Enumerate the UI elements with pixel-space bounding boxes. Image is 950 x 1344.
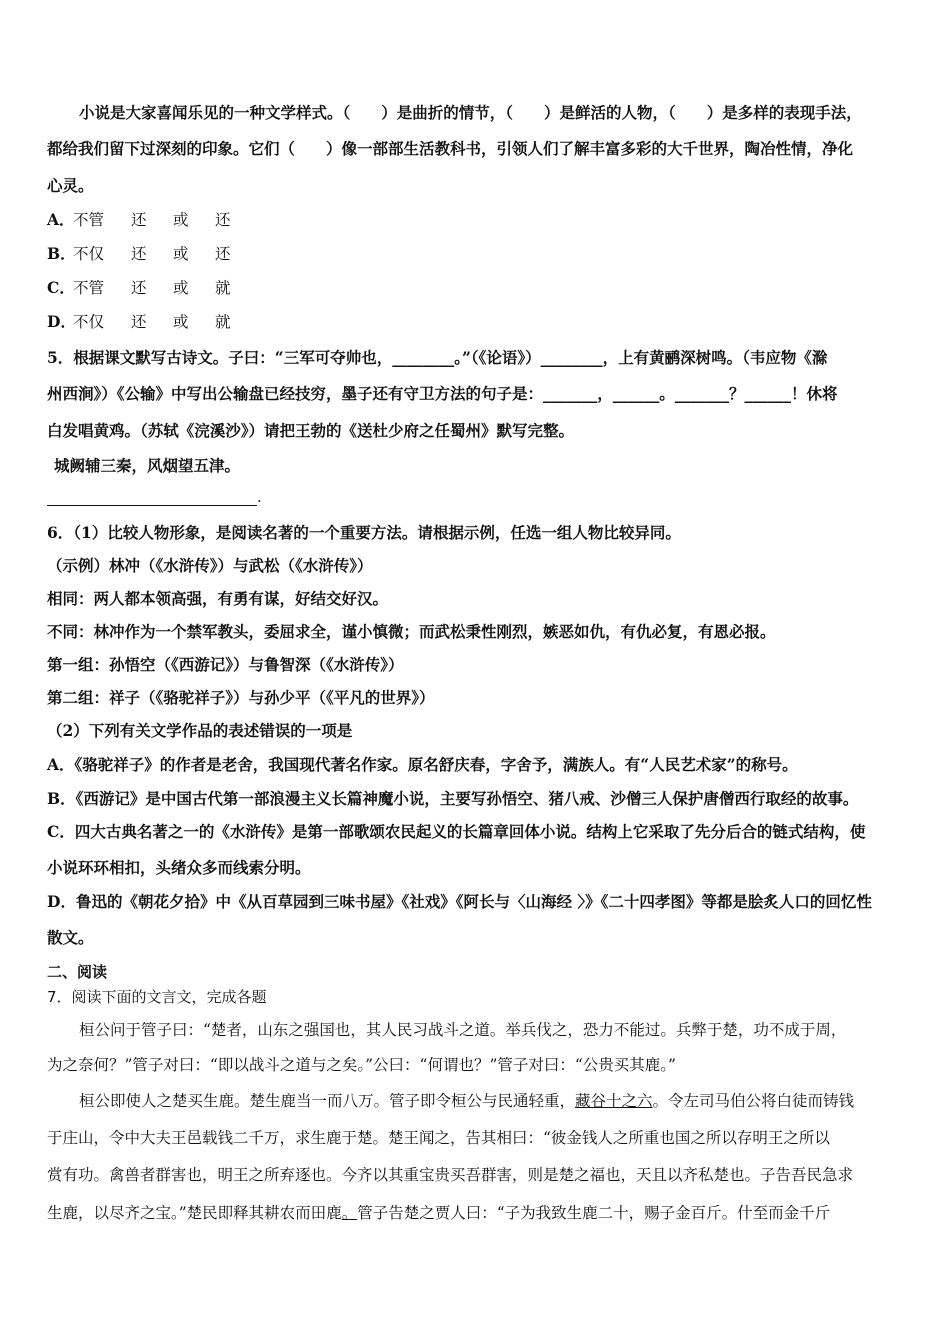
q6-option-d[interactable]: D．鲁迅的《朝花夕拾》中《从百草园到三味书屋》《社戏》《阿长与〈山海经 〉》《二十四孝图》等都是脍炙人口的回忆性 — [47, 892, 872, 911]
q6-part-2: （2）下列有关文学作品的表述错误的一项是 — [47, 721, 353, 740]
passage-p1-line-2: 为之奈何？”管子对曰：“即以战斗之道与之矣。”公曰：“何谓也？”管子对曰：“公贵买其鹿。” — [47, 1056, 676, 1074]
answer-blank-end: . — [257, 488, 262, 506]
q6-same: 相同：两人都本领高强，有勇有谋，好结交好汉。 — [47, 589, 389, 608]
q7-title: 7．阅读下面的文言文，完成各题 — [47, 988, 267, 1006]
q4-stem-line-2: 都给我们留下过深刻的印象。它们（ ）像一部部生活教科书，引领人们了解丰富多彩的大千世界，陶冶性情，净化 — [47, 139, 854, 158]
q4-option-d[interactable]: D．不仅 还 或 就 — [47, 312, 231, 331]
passage-p2-line-2: 于庄山，令中大夫王邑载钱二千万，求生鹿于楚。楚王闻之，告其相曰：“彼金钱人之所重也国之所以存明王之所以 — [47, 1129, 830, 1147]
q6-option-a[interactable]: A．《骆驼祥子》的作者是老舍，我国现代著名作家。原名舒庆春，字舍予，满族人。有“人民艺术家”的称号。 — [47, 755, 798, 774]
q4-stem-line-1: 小说是大家喜闻乐见的一种文学样式。（ ）是曲折的情节，（ ）是鲜活的人物，（ ）是多样的表现手法， — [79, 103, 862, 122]
q6-option-c[interactable]: C．四大古典名著之一的《水浒传》是第一部歌颂农民起义的长篇章回体小说。结构上它采取了先分后合的链式结构，使 — [47, 822, 866, 841]
q6-option-c-cont: 小说环环相扣，头绪众多而线索分明。 — [47, 858, 311, 877]
q6-group-2: 第二组：祥子（《骆驼祥子》）与孙少平（《平凡的世界》） — [47, 688, 435, 707]
underlined-mark: 。 — [341, 1204, 358, 1222]
passage-p1-line-1: 桓公问于管子曰：“楚者，山东之强国也，其人民习战斗之道。举兵伐之，恐力不能过。兵弊于楚，功不成于周， — [79, 1021, 847, 1039]
q4-option-b[interactable]: B．不仅 还 或 还 — [47, 244, 231, 263]
q5-line-2: 州西涧》）《公输》中写出公输盘已经技穷，墨子还有守卫方法的句子是：_______，______。_______？______！休将 — [47, 384, 838, 403]
q4-option-c[interactable]: C．不管 还 或 就 — [47, 278, 231, 297]
q5-line-1: 5．根据课文默写古诗文。子曰：“三军可夺帅也，________。”（《论语》）________，上有黄鹂深树鸣。（韦应物《滁 — [47, 348, 828, 367]
q6-line-1: 6．（1）比较人物形象，是阅读名著的一个重要方法。请根据示例，任选一组人物比较异同。 — [47, 523, 681, 542]
q5-line-3: 白发唱黄鸡。（苏轼《浣溪沙》）请把王勃的《送杜少府之任蜀州》默写完整。 — [47, 421, 575, 440]
q4-stem-line-3: 心灵。 — [47, 176, 94, 195]
passage-p2-line-1: 桓公即使人之楚买生鹿。楚生鹿当一而八万。管子即令桓公与民通轻重，藏谷十之六。令左司马伯公将白徒而铸钱 — [79, 1092, 855, 1110]
section-heading: 二、阅读 — [47, 963, 108, 981]
q6-different: 不同：林冲作为一个禁军教头，委屈求全，谨小慎微；而武松秉性刚烈，嫉恶如仇，有仇必复，有恩必报。 — [47, 622, 776, 641]
q6-group-1: 第一组：孙悟空（《西游记》）与鲁智深（《水浒传》） — [47, 655, 404, 674]
q4-option-a[interactable]: A．不管 还 或 还 — [47, 210, 231, 229]
answer-blank-line[interactable] — [47, 505, 257, 506]
q6-option-b[interactable]: B．《西游记》是中国古代第一部浪漫主义长篇神魔小说，主要写孙悟空、猪八戒、沙僧三人保护唐僧西行取经的故事。 — [47, 789, 859, 808]
q5-poem-line: 城阙辅三秦，风烟望五津。 — [54, 456, 241, 475]
underlined-phrase: 藏谷十之六 — [575, 1092, 653, 1110]
q6-option-d-cont: 散文。 — [47, 928, 94, 947]
passage-p2-line-3: 赏有功。禽兽者群害也，明王之所弃逐也。今齐以其重宝贵买吾群害，则是楚之福也，天且以齐私楚也。子告吾民急求 — [47, 1166, 854, 1184]
passage-p2-line-4: 生鹿，以尽齐之宝。”楚民即释其耕农而田鹿。管子告楚之贾人曰：“子为我致生鹿二十，赐子金百斤。什至而金千斤 — [47, 1204, 831, 1222]
q6-example: （示例）林冲（《水浒传》）与武松（《水浒传》） — [47, 556, 373, 575]
